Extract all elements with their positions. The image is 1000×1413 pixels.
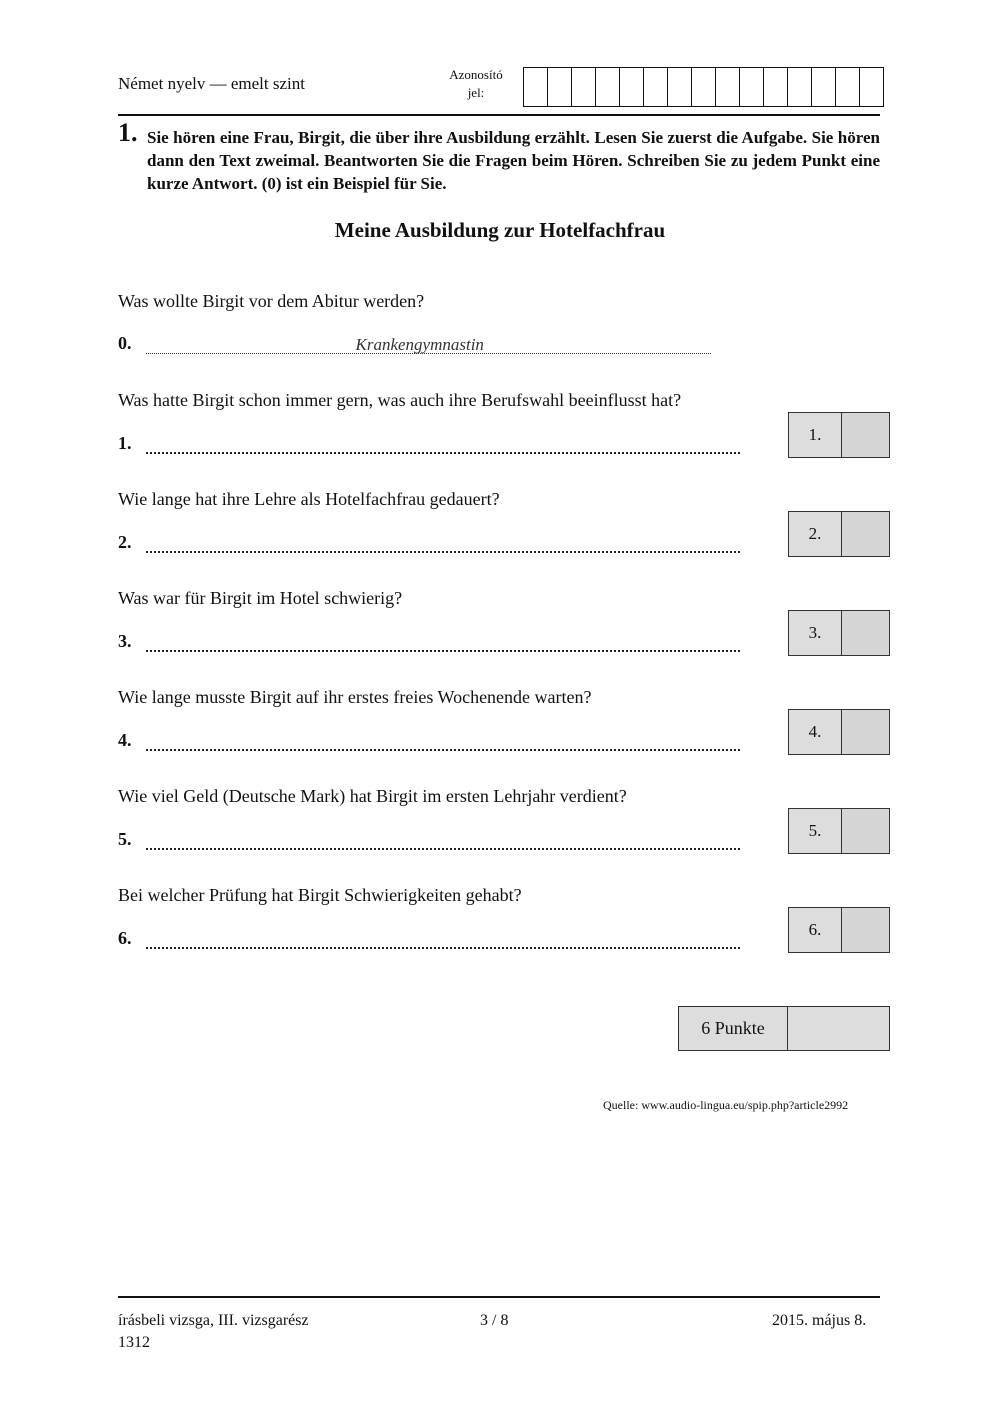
- score-field[interactable]: [842, 413, 889, 457]
- header-rule: [118, 114, 880, 116]
- score-label: 2.: [789, 512, 842, 556]
- subject-label: Német nyelv — emelt szint: [118, 74, 305, 93]
- score-field[interactable]: [842, 908, 889, 952]
- answer-number: 5.: [118, 829, 132, 849]
- score-box: [788, 511, 890, 557]
- question-text: Was wollte Birgit vor dem Abitur werden?: [118, 291, 425, 311]
- answer-field[interactable]: [146, 533, 740, 553]
- footer-rule: [118, 1296, 880, 1298]
- answer-row: [118, 829, 740, 850]
- question-text: Wie lange hat ihre Lehre als Hotelfachfrau gedauert?: [118, 489, 500, 509]
- answer-field[interactable]: [146, 929, 740, 949]
- answer-field[interactable]: [146, 731, 740, 751]
- id-digit-box[interactable]: [860, 68, 883, 106]
- answer-number: 6.: [118, 928, 132, 948]
- id-digit-box[interactable]: [668, 68, 692, 106]
- task-number: 1.: [118, 118, 138, 147]
- score-label: 4.: [789, 710, 842, 754]
- id-label: [446, 66, 506, 102]
- id-label-line2: jel:: [467, 85, 485, 100]
- answer-field[interactable]: [146, 434, 740, 454]
- id-digit-box[interactable]: [764, 68, 788, 106]
- id-digit-box[interactable]: [788, 68, 812, 106]
- question-text: Bei welcher Prüfung hat Birgit Schwierigkeiten gehabt?: [118, 885, 522, 905]
- example-answer-line: [146, 335, 711, 354]
- footer-code: 1312: [118, 1334, 150, 1351]
- task-instruction: Sie hören eine Frau, Birgit, die über ihre Ausbildung erzählt. Lesen Sie zuerst die Aufgabe. Sie hören dann den Text zweimal. Beantworten Sie die Fragen beim Hören. Schreiben Sie zu jedem Punkt eine kurze Antwort. (0) ist ein Beispiel für Sie.: [147, 128, 880, 193]
- score-label: 1.: [789, 413, 842, 457]
- score-box: [788, 709, 890, 755]
- id-digit-box[interactable]: [740, 68, 764, 106]
- score-box: [788, 907, 890, 953]
- answer-row: [118, 532, 740, 553]
- score-field[interactable]: [842, 710, 889, 754]
- question-text: Wie viel Geld (Deutsche Mark) hat Birgit im ersten Lehrjahr verdient?: [118, 786, 627, 806]
- answer-field[interactable]: [146, 830, 740, 850]
- example-answer: Krankengymnastin: [355, 335, 484, 354]
- answer-number: 3.: [118, 631, 132, 651]
- id-digit-box[interactable]: [836, 68, 860, 106]
- answer-row: [118, 433, 740, 454]
- answer-number: 2.: [118, 532, 132, 552]
- answer-row: [118, 631, 740, 652]
- task-title: Meine Ausbildung zur Hotelfachfrau: [334, 218, 666, 242]
- score-field[interactable]: [842, 611, 889, 655]
- id-digit-box[interactable]: [644, 68, 668, 106]
- id-digit-box[interactable]: [812, 68, 836, 106]
- example-answer-row: [118, 333, 711, 354]
- total-score-box: [678, 1006, 890, 1051]
- id-label-line1: Azonosító: [449, 67, 503, 82]
- score-label: 5.: [789, 809, 842, 853]
- id-digit-box[interactable]: [620, 68, 644, 106]
- score-field[interactable]: [842, 512, 889, 556]
- footer-left: írásbeli vizsga, III. vizsgarész: [118, 1312, 309, 1329]
- answer-number: 4.: [118, 730, 132, 750]
- source-citation: Quelle: www.audio-lingua.eu/spip.php?article2992: [603, 1098, 849, 1112]
- id-digit-box[interactable]: [596, 68, 620, 106]
- total-score-label: 6 Punkte: [679, 1007, 788, 1050]
- question-text: Wie lange musste Birgit auf ihr erstes freies Wochenende warten?: [118, 687, 592, 707]
- id-digit-box[interactable]: [572, 68, 596, 106]
- id-digit-box[interactable]: [716, 68, 740, 106]
- id-boxes[interactable]: [523, 67, 884, 107]
- score-box: [788, 610, 890, 656]
- answer-number: 1.: [118, 433, 132, 453]
- id-digit-box[interactable]: [524, 68, 548, 106]
- answer-field[interactable]: [146, 632, 740, 652]
- score-box: [788, 412, 890, 458]
- page-number: 3 / 8: [480, 1312, 509, 1329]
- id-digit-box[interactable]: [548, 68, 572, 106]
- question-text: Was hatte Birgit schon immer gern, was auch ihre Berufswahl beeinflusst hat?: [118, 390, 682, 410]
- id-digit-box[interactable]: [692, 68, 716, 106]
- score-label: 6.: [789, 908, 842, 952]
- answer-row: [118, 730, 740, 751]
- answer-row: [118, 928, 740, 949]
- question-text: Was war für Birgit im Hotel schwierig?: [118, 588, 403, 608]
- total-score-field[interactable]: [788, 1007, 889, 1050]
- score-field[interactable]: [842, 809, 889, 853]
- score-label: 3.: [789, 611, 842, 655]
- score-box: [788, 808, 890, 854]
- footer-date: 2015. május 8.: [772, 1312, 867, 1329]
- answer-number: 0.: [118, 333, 132, 353]
